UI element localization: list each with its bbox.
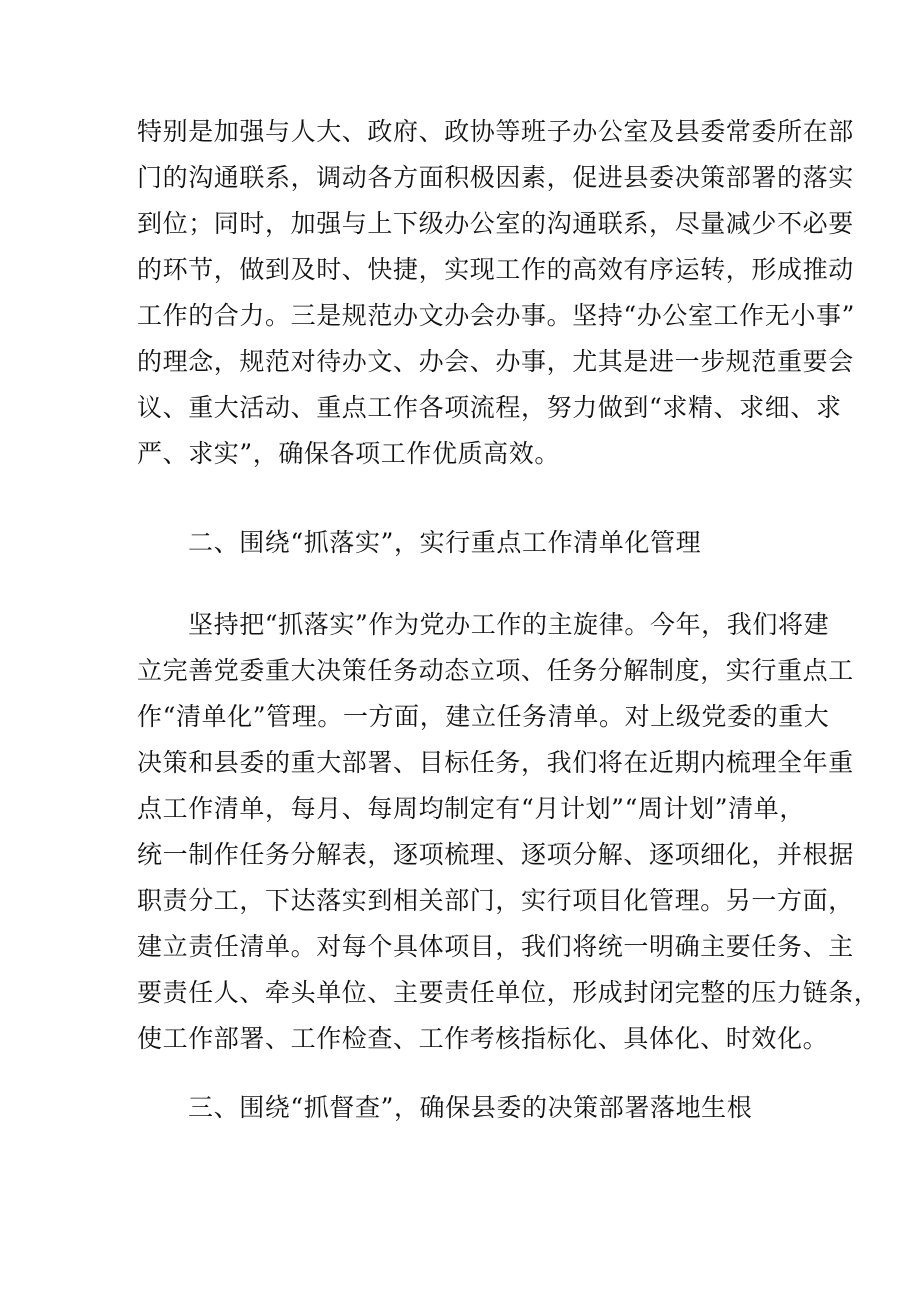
paragraph-line: 建立责任清单。对每个具体项目，我们将统一明确主要任务、主 (137, 932, 854, 961)
paragraph-line: 点工作清单，每月、每周均制定有“月计划”“周计划”清单， (137, 794, 805, 823)
paragraph-line: 使工作部署、工作检查、工作考核指标化、具体化、时效化。 (137, 1024, 829, 1053)
paragraph-line: 到位；同时，加强与上下级办公室的沟通联系，尽量减少不必要 (137, 209, 854, 238)
paragraph-line: 议、重大活动、重点工作各项流程，努力做到“求精、求细、求 (137, 393, 842, 422)
paragraph-line: 严、求实”，确保各项工作优质高效。 (137, 439, 560, 468)
paragraph-line: 的环节，做到及时、快捷，实现工作的高效有序运转，形成推动 (137, 255, 854, 284)
section-heading-3: 三、围绕“抓督查”，确保县委的决策部署落地生根 (188, 1093, 753, 1122)
paragraph-line: 要责任人、牵头单位、主要责任单位，形成封闭完整的压力链条， (137, 978, 880, 1007)
paragraph-line: 决策和县委的重大部署、目标任务，我们将在近期内梳理全年重 (137, 748, 854, 777)
paragraph-line: 职责分工，下达落实到相关部门，实行项目化管理。另一方面， (137, 886, 854, 915)
paragraph-line: 立完善党委重大决策任务动态立项、任务分解制度，实行重点工 (137, 656, 854, 685)
paragraph-line: 工作的合力。三是规范办文办会办事。坚持“办公室工作无小事” (137, 301, 855, 330)
paragraph-line: 的理念，规范对待办文、办会、办事，尤其是进一步规范重要会 (137, 347, 854, 376)
paragraph-line: 坚持把“抓落实”作为党办工作的主旋律。今年，我们将建 (188, 610, 830, 639)
section-heading-2: 二、围绕“抓落实”，实行重点工作清单化管理 (188, 528, 702, 557)
paragraph-line: 特别是加强与人大、政府、政协等班子办公室及县委常委所在部 (137, 117, 854, 146)
paragraph-line: 作“清单化”管理。一方面，建立任务清单。对上级党委的重大 (137, 702, 830, 731)
paragraph-line: 统一制作任务分解表，逐项梳理、逐项分解、逐项细化，并根据 (137, 840, 854, 869)
paragraph-line: 门的沟通联系，调动各方面积极因素，促进县委决策部署的落实 (137, 163, 854, 192)
